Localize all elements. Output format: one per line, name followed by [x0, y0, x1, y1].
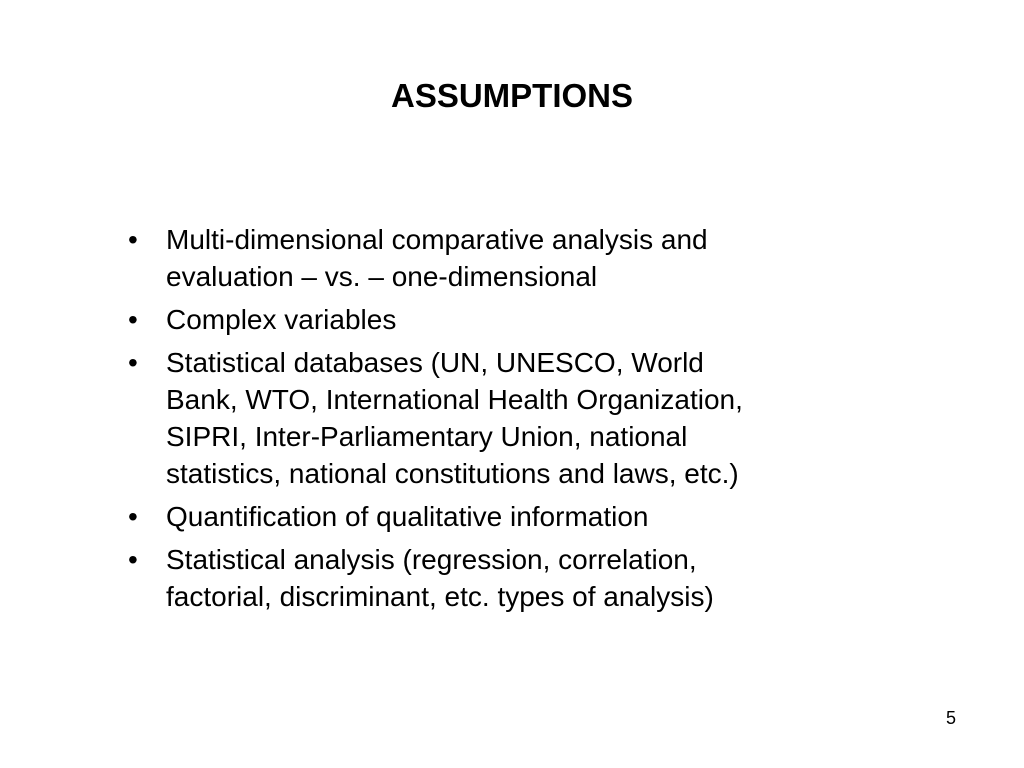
bullet-icon: • [128, 501, 138, 532]
bullet-item [128, 221, 908, 295]
bullet-list [128, 221, 908, 621]
bullet-item [128, 541, 908, 615]
bullet-item [128, 498, 908, 535]
bullet-line: Statistical databases (UN, UNESCO, World [166, 347, 704, 378]
bullet-line: statistics, national constitutions and laws, etc.) [166, 458, 739, 489]
bullet-line: factorial, discriminant, etc. types of analysis) [166, 581, 714, 612]
bullet-item [128, 344, 908, 492]
bullet-icon: • [128, 304, 138, 335]
bullet-line: SIPRI, Inter-Parliamentary Union, national [166, 421, 688, 452]
slide-title: ASSUMPTIONS [390, 77, 634, 114]
bullet-item [128, 301, 908, 338]
bullet-icon: • [128, 544, 138, 575]
bullet-icon: • [128, 224, 138, 255]
bullet-line: evaluation – vs. – one-dimensional [166, 261, 598, 292]
bullet-line: Bank, WTO, International Health Organization, [166, 384, 743, 415]
bullet-line: Quantification of qualitative information [166, 501, 649, 532]
bullet-icon: • [128, 347, 138, 378]
bullet-line: Multi-dimensional comparative analysis and [166, 224, 708, 255]
bullet-line: Complex variables [166, 304, 397, 335]
page-number: 5 [946, 708, 957, 728]
bullet-line: Statistical analysis (regression, correlation, [166, 544, 697, 575]
